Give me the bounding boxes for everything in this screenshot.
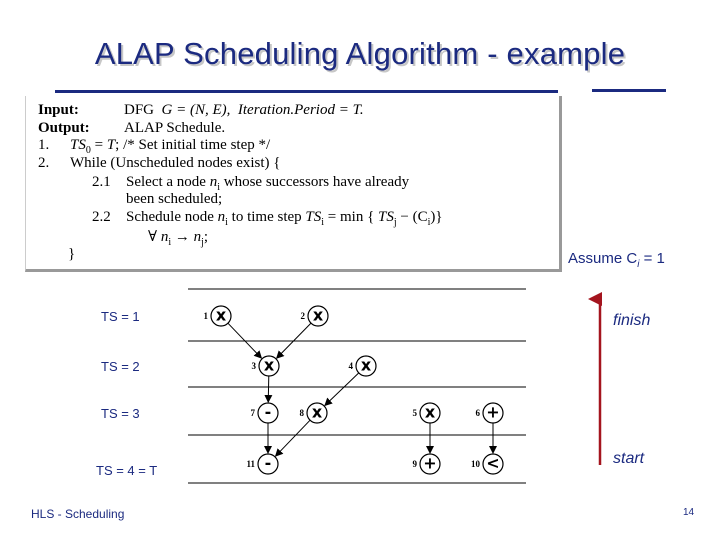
algo-line-2-text: While (Unscheduled nodes exist) { xyxy=(70,155,281,171)
algo-forall-arrow: → xyxy=(171,229,194,245)
dfg-node-id: 11 xyxy=(246,459,255,469)
dfg-edge-8-11 xyxy=(276,420,310,456)
assumption-sub: i xyxy=(637,259,640,270)
dfg-node-id: 7 xyxy=(250,408,255,418)
dfg-node-id: 3 xyxy=(251,361,256,371)
dfg-node-4 xyxy=(349,356,377,377)
dfg-node-8 xyxy=(300,403,328,424)
algo-line-2-1-a: Select a node xyxy=(126,174,210,190)
algo-line-1-ts: TS xyxy=(70,137,86,153)
algo-input-T: = T. xyxy=(338,102,364,118)
algo-line-2-1-number: 2.1 xyxy=(92,174,111,190)
algo-forall-semicolon: ; xyxy=(203,229,209,245)
algo-output-keyword: Output: xyxy=(38,120,90,136)
algo-close-brace: } xyxy=(68,246,76,262)
algo-input-dfg: DFG xyxy=(124,102,155,118)
dfg-node-id: 5 xyxy=(412,408,417,418)
ts-label-1: TS = 1 xyxy=(101,309,140,324)
dfg-node-6 xyxy=(476,403,504,424)
dfg-node-9 xyxy=(413,454,441,475)
dfg-node-7 xyxy=(251,403,279,424)
algo-line-2-1-b: whose successors have already xyxy=(220,174,410,190)
algo-line-2-2-tssub: i xyxy=(321,217,325,228)
dfg-node-10 xyxy=(471,454,503,475)
ts-label-4: TS = 4 = T xyxy=(96,463,158,478)
slide-footer: HLS - Scheduling xyxy=(31,507,125,521)
assumption-value: = 1 xyxy=(639,250,665,267)
algo-input-graph: G = (N, E), xyxy=(161,102,231,118)
dfg-node-id: 8 xyxy=(299,408,304,418)
dfg-edge-4-8 xyxy=(325,373,359,405)
algo-line-1-comment: ; /* Set initial time step */ xyxy=(115,137,271,153)
dfg-node-id: 2 xyxy=(300,311,305,321)
dfg-node-op: x xyxy=(312,305,324,325)
algo-forall-ni-sub: i xyxy=(168,237,172,248)
dfg-node-op: x xyxy=(263,355,275,375)
algo-line-2-2-tsjsub: j xyxy=(393,217,397,228)
algo-output-text: ALAP Schedule. xyxy=(124,120,226,136)
algo-input-keyword: Input: xyxy=(38,102,79,118)
algo-line-2-2-minus: − (C xyxy=(396,209,428,225)
algo-line-1-T: T xyxy=(106,137,116,153)
dfg-node-5 xyxy=(413,403,441,424)
algo-line-2-2-ts: TS xyxy=(305,209,322,225)
algo-forall-nj-sub: j xyxy=(201,237,204,248)
dfg-node-op: x xyxy=(311,402,323,422)
dfg-node-id: 6 xyxy=(475,408,480,418)
dfg-node-op: - xyxy=(264,402,272,422)
dfg-node-3 xyxy=(252,356,280,377)
dfg-node-op: x xyxy=(424,402,436,422)
dfg-node-11 xyxy=(246,454,278,475)
slide-title: ALAP Scheduling Algorithm - example xyxy=(94,36,626,71)
dfg-nodes xyxy=(204,306,504,475)
algo-line-2-2-node: n xyxy=(217,209,226,225)
dfg-node-op: + xyxy=(486,402,500,422)
dfg-node-op: x xyxy=(215,305,227,325)
algo-line-2-2-csub: i xyxy=(427,217,431,228)
start-label: start xyxy=(613,450,645,467)
finish-label: finish xyxy=(613,312,651,329)
dfg-node-op: < xyxy=(486,453,500,473)
dfg-node-op: x xyxy=(360,355,372,375)
algo-forall-ni: n xyxy=(160,229,169,245)
dfg-node-1 xyxy=(204,306,232,327)
algo-line-2-2-min: = min { xyxy=(324,209,379,225)
algo-line-2-2-tsj: TS xyxy=(378,209,394,225)
dfg-node-op: + xyxy=(423,453,437,473)
dfg-node-op: - xyxy=(264,453,272,473)
algo-line-2-2-number: 2.2 xyxy=(92,209,111,225)
algo-line-2-2-b: to time step xyxy=(227,209,306,225)
algo-line-2-number: 2. xyxy=(38,155,50,171)
algo-forall-nj: n xyxy=(193,229,202,245)
page-number: 14 xyxy=(683,507,695,518)
dfg-node-id: 9 xyxy=(412,459,417,469)
dfg-edge-3-7 xyxy=(268,376,269,402)
ts-separator-lines xyxy=(188,289,526,483)
ts-label-2: TS = 2 xyxy=(101,359,140,374)
dfg-node-id: 1 xyxy=(203,311,208,321)
algo-line-1-sub: 0 xyxy=(85,145,91,156)
dfg-node-id: 4 xyxy=(348,361,353,371)
algo-line-2-2-sub: i xyxy=(225,217,228,228)
algo-line-2-1-cont: been scheduled; xyxy=(126,191,223,207)
algo-forall: ∀ xyxy=(148,229,161,245)
assumption-text: Assume C xyxy=(568,250,638,267)
dfg-node-2 xyxy=(301,306,329,327)
algo-line-2-2-close: )} xyxy=(430,209,443,225)
ts-label-3: TS = 3 xyxy=(101,406,140,421)
algo-line-2-1-node: n xyxy=(209,174,218,190)
algo-line-2-1-sub: i xyxy=(217,182,220,193)
algo-line-1-eq: = xyxy=(90,137,107,153)
dfg-edges xyxy=(228,323,493,456)
algo-line-1-number: 1. xyxy=(38,137,50,153)
algo-line-2-2-a: Schedule node xyxy=(126,209,218,225)
algo-input-period: Iteration.Period xyxy=(237,102,335,118)
dfg-node-id: 10 xyxy=(471,459,480,469)
